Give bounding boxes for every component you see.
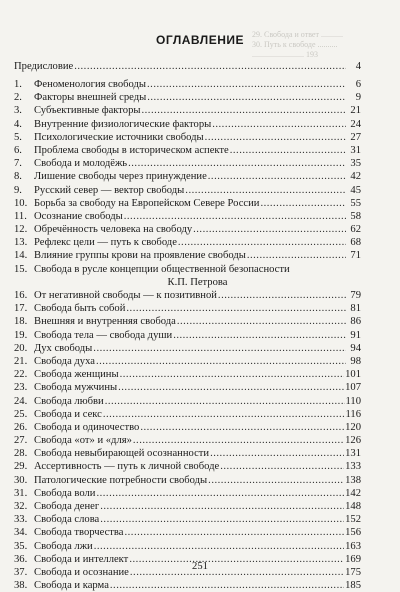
- toc-entry-number: 26.: [14, 421, 28, 433]
- toc-entry-page: 55: [350, 197, 361, 209]
- toc-entry-page: 24: [350, 118, 361, 130]
- toc-intro-page: 4: [355, 61, 361, 72]
- leader-dots: [128, 157, 346, 170]
- toc-entry-number: 11.: [14, 210, 27, 222]
- toc-entry-number: 36.: [14, 553, 28, 565]
- toc-entry: [14, 184, 361, 197]
- toc-entry-page: 68: [350, 237, 361, 249]
- toc-entry-title: Субъективные факторы: [34, 105, 141, 117]
- leader-dots: [94, 540, 344, 553]
- bleed-through-line: 30. Путь к свободе ..........: [252, 40, 338, 49]
- toc-entry-title: Внутренние физиологические факторы: [34, 118, 212, 130]
- toc-entry-title: Свобода творчества: [34, 527, 124, 539]
- toc-entry-page: 71: [350, 250, 361, 262]
- toc-entry-number: 10.: [14, 197, 28, 209]
- toc-entry-title: Факторы внешней среды: [34, 92, 147, 104]
- toc-entry-title: Свобода денег: [34, 501, 100, 512]
- toc-entry-number: 8.: [14, 171, 22, 183]
- leader-dots: [74, 60, 346, 73]
- toc-entry-title: Свобода любви: [34, 395, 104, 407]
- toc-entry-title: Свобода слова: [34, 514, 100, 526]
- toc-entry-page: 163: [345, 540, 361, 552]
- toc-entry-number: 34.: [14, 527, 28, 539]
- leader-dots: [208, 474, 344, 487]
- toc-entry-number: 20.: [14, 342, 28, 354]
- toc-entry-number: 29.: [14, 461, 28, 473]
- toc-entry-number: 35.: [14, 540, 28, 552]
- toc-entry-title: Проблема свободы в историческом аспекте: [34, 144, 229, 156]
- toc-entry: [14, 302, 361, 315]
- toc-entry-title: Свобода и секс: [34, 408, 102, 420]
- leader-dots: [93, 342, 346, 355]
- toc-entry-title: Свобода и одиночество: [34, 421, 140, 433]
- toc-entry: [14, 540, 361, 553]
- toc-entry-page: 101: [345, 369, 361, 381]
- toc-entry-number: 23.: [14, 382, 28, 394]
- toc-entry: [14, 263, 361, 276]
- leader-dots: [230, 144, 346, 157]
- toc-entry-page: 142: [345, 487, 361, 499]
- toc-entry-page: 79: [350, 290, 361, 301]
- toc-entry: [14, 460, 361, 473]
- toc-entry-title: Свобода и молодёжь: [34, 158, 128, 170]
- toc-entry-page: 81: [350, 303, 361, 315]
- toc-entry: [14, 197, 361, 210]
- leader-dots: [142, 104, 347, 117]
- toc-entry-page: 6: [355, 79, 361, 90]
- leader-dots: [173, 329, 346, 342]
- toc-entry-page: 45: [350, 184, 361, 196]
- toc-entry-title: Внешняя и внутренняя свобода: [34, 316, 176, 328]
- toc-intro-row: [14, 60, 361, 76]
- toc-entry-number: 32.: [14, 501, 28, 512]
- toc-entry-title: Свобода воли: [34, 487, 96, 499]
- toc-entry-number: 13.: [14, 237, 28, 249]
- toc-entry-number: 6.: [14, 144, 22, 156]
- toc-entry: [14, 289, 361, 302]
- toc-entry: [14, 408, 361, 421]
- toc-entry-title: Феноменология свободы: [34, 79, 147, 90]
- toc-entry-page: 169: [345, 553, 361, 565]
- leader-dots: [177, 315, 346, 328]
- leader-dots: [178, 236, 346, 249]
- toc-entry: [14, 447, 361, 460]
- toc-entry-title: Свобода и карма: [34, 580, 109, 592]
- toc-entry: [14, 395, 361, 408]
- toc-entry-title: Психологические источники свободы: [34, 131, 204, 143]
- toc-entries: [14, 78, 361, 592]
- toc-entry: [14, 329, 361, 342]
- toc-entry-number: 5.: [14, 131, 22, 143]
- table-of-contents: [14, 60, 361, 592]
- toc-entry-page: 126: [345, 435, 361, 447]
- toc-entry-title: Борьба за свободу на Европейском Севере России: [34, 197, 260, 209]
- page-number: 251: [192, 561, 208, 572]
- toc-entry: [14, 381, 361, 394]
- toc-entry: [14, 210, 361, 223]
- toc-entry-number: 1.: [14, 79, 22, 90]
- toc-entry-title: Влияние группы крови на проявление свободы: [34, 250, 246, 262]
- toc-entry-page: 94: [350, 342, 361, 354]
- toc-intro-title: Предисловие: [14, 61, 74, 72]
- leader-dots: [140, 421, 344, 434]
- toc-entry-number: 28.: [14, 448, 28, 460]
- toc-entry-number: 17.: [14, 303, 28, 315]
- toc-entry: [14, 249, 361, 262]
- toc-entry: [14, 513, 361, 526]
- toc-entry-page: 42: [350, 171, 361, 183]
- toc-entry-page: 156: [345, 527, 361, 539]
- toc-entry-title: Свобода женщины: [34, 369, 119, 381]
- leader-dots: [260, 197, 346, 210]
- toc-entry: [14, 487, 361, 500]
- toc-entry-number: 33.: [14, 514, 28, 526]
- toc-entry-page: 91: [350, 329, 361, 341]
- toc-entry-title: Свобода в русле концепции общественной безопасности: [34, 263, 290, 275]
- toc-entry: [14, 118, 361, 131]
- toc-entry-page: 86: [350, 316, 361, 328]
- toc-entry: [14, 157, 361, 170]
- toc-entry-number: 4.: [14, 118, 22, 130]
- leader-dots: [205, 131, 346, 144]
- toc-entry: [14, 368, 361, 381]
- toc-entry-title: Свобода «от» и «для»: [34, 435, 132, 447]
- toc-entry-number: 18.: [14, 316, 28, 328]
- toc-entry-title: Свобода духа: [34, 355, 95, 367]
- toc-entry-page: 58: [350, 210, 361, 222]
- toc-entry-page: 120: [345, 421, 361, 433]
- toc-entry: [14, 91, 361, 104]
- toc-entry-number: 14.: [14, 250, 28, 262]
- toc-entry: [14, 526, 361, 539]
- toc-entry-number: 19.: [14, 329, 28, 341]
- leader-dots: [105, 395, 345, 408]
- toc-entry-title: Свобода быть собой: [34, 303, 126, 315]
- leader-dots: [210, 447, 344, 460]
- leader-dots: [193, 223, 346, 236]
- toc-entry-number: 31.: [14, 487, 28, 499]
- toc-entry-title: Рефлекс цели — путь к свободе: [34, 237, 177, 249]
- leader-dots: [185, 184, 346, 197]
- leader-dots: [126, 302, 346, 315]
- toc-entry-number: 27.: [14, 435, 28, 447]
- toc-entry-number: 3.: [14, 105, 22, 117]
- toc-entry: [14, 170, 361, 183]
- toc-entry-number: 21.: [14, 355, 28, 367]
- toc-entry: [14, 579, 361, 592]
- leader-dots: [125, 526, 345, 539]
- toc-entry-page: 131: [345, 448, 361, 460]
- toc-entry-page: 62: [350, 224, 361, 236]
- toc-entry-page: 110: [345, 395, 361, 407]
- leader-dots: [218, 289, 346, 302]
- toc-entry: [14, 434, 361, 447]
- leader-dots: [96, 355, 346, 368]
- toc-entry-number: 9.: [14, 184, 22, 196]
- toc-entry-page: 107: [345, 382, 361, 394]
- toc-entry-title: Свобода и осознание: [34, 566, 129, 578]
- leader-dots: [120, 368, 345, 381]
- toc-entry: [14, 223, 361, 236]
- toc-entry-title: Свобода тела — свобода души: [34, 329, 173, 341]
- toc-entry-number: 22.: [14, 369, 28, 381]
- toc-entry-title: Русский север — вектор свободы: [34, 184, 185, 196]
- toc-entry-page: 98: [350, 355, 361, 367]
- leader-dots: [96, 487, 344, 500]
- toc-entry-page: 116: [345, 408, 361, 420]
- toc-entry-title: От негативной свободы — к позитивной: [34, 290, 217, 301]
- leader-dots: [100, 513, 344, 526]
- bleed-through-line: 29. Свобода и ответ ...........: [252, 30, 343, 39]
- leader-dots: [147, 91, 346, 104]
- toc-entry: [14, 144, 361, 157]
- leader-dots: [103, 408, 345, 421]
- toc-entry-page: 133: [345, 461, 361, 473]
- toc-entry-title: Свобода мужчины: [34, 382, 118, 394]
- toc-entry-title: Свобода и интеллект: [34, 553, 129, 565]
- toc-entry-page: 138: [345, 474, 361, 486]
- toc-entry-title: Патологические потребности свободы: [34, 474, 208, 486]
- toc-entry-title: Дух свободы: [34, 342, 93, 354]
- toc-entry-number: 25.: [14, 408, 28, 420]
- toc-entry-number: 16.: [14, 290, 28, 301]
- leader-dots: [100, 500, 344, 513]
- leader-dots: [147, 78, 346, 91]
- toc-entry-page: 31: [350, 144, 361, 156]
- toc-entry-continuation: К.П. Петрова: [167, 276, 228, 288]
- toc-entry: [14, 104, 361, 117]
- toc-entry: [14, 236, 361, 249]
- toc-entry: [14, 474, 361, 487]
- toc-entry: [14, 421, 361, 434]
- toc-entry-page: 27: [350, 131, 361, 143]
- toc-entry: [14, 78, 361, 91]
- toc-entry-number: 15.: [14, 263, 28, 275]
- leader-dots: [247, 249, 346, 262]
- toc-entry-number: 7.: [14, 158, 22, 170]
- leader-dots: [208, 170, 346, 183]
- toc-entry-page: 21: [350, 105, 361, 117]
- toc-entry-page: 175: [345, 566, 361, 578]
- leader-dots: [212, 118, 346, 131]
- toc-entry-number: 24.: [14, 395, 28, 407]
- leader-dots: [110, 579, 344, 592]
- toc-entry-title: Ассертивность — путь к личной свободе: [34, 461, 220, 473]
- toc-entry-page: 35: [350, 158, 361, 170]
- bleed-through-line: .......................... 193: [252, 50, 318, 59]
- leader-dots: [124, 210, 346, 223]
- toc-entry: [14, 500, 361, 513]
- toc-entry-page: 152: [345, 514, 361, 526]
- toc-entry-number: 38.: [14, 580, 28, 592]
- page-title: ОГЛАВЛЕНИЕ: [155, 33, 244, 47]
- leader-dots: [133, 434, 344, 447]
- leader-dots: [118, 381, 344, 394]
- leader-dots: [220, 460, 344, 473]
- toc-entry: [14, 355, 361, 368]
- toc-entry-number: 37.: [14, 566, 28, 578]
- toc-entry-page: 9: [355, 92, 361, 104]
- toc-entry: [14, 315, 361, 328]
- toc-entry-page: 185: [345, 580, 361, 592]
- toc-entry-title: Обречённость человека на свободу: [34, 224, 193, 236]
- toc-entry-number: 2.: [14, 92, 22, 104]
- toc-entry-title: Свобода невыбирающей осознанности: [34, 448, 210, 460]
- toc-entry-title: Осознание свободы: [34, 210, 123, 222]
- toc-entry-title: Свобода лжи: [34, 540, 93, 552]
- toc-entry: [14, 342, 361, 355]
- toc-entry-page: 148: [345, 501, 361, 512]
- toc-entry-title: Лишение свободы через принуждение: [34, 171, 207, 183]
- toc-entry-number: 30.: [14, 474, 28, 486]
- toc-entry: [14, 131, 361, 144]
- toc-entry-number: 12.: [14, 224, 28, 236]
